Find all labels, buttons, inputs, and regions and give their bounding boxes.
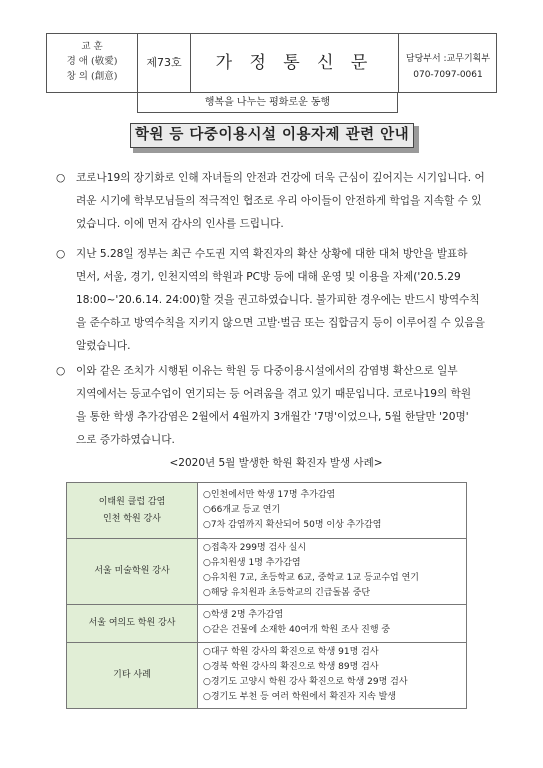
table-row: [67, 539, 467, 605]
case-item: ○경기도 고양시 학원 강사 확진으로 학생 29명 검사: [203, 677, 408, 687]
case-item: ○유치원 7교, 초등학교 6교, 중학교 1교 등교수업 연기: [203, 573, 419, 583]
cases-table: [66, 482, 467, 709]
paragraph-line: 었습니다. 이에 먼저 감사의 인사를 드립니다.: [76, 218, 284, 230]
case-item: ○같은 건물에 소재한 40여개 학원 조사 진행 중: [203, 625, 391, 635]
case-item: ○인천에서만 학생 17명 추가감염: [203, 489, 336, 500]
slogan: 행복을 나누는 평화로운 동행: [137, 93, 398, 113]
case-label-line: 이태원 클럽 감염: [98, 496, 166, 507]
case-details: [198, 483, 467, 539]
notice-title: 학원 등 다중이용시설 이용자제 관련 안내: [130, 123, 414, 148]
paragraph-line: 면서, 서울, 경기, 인천지역의 학원과 PC방 등에 대해 운영 및 이용을 자제('20.5.29: [76, 271, 461, 283]
issue-number: 제73호: [138, 34, 191, 92]
case-label-line: 기타 사례: [113, 670, 151, 680]
case-label-line: 서울 미술학원 강사: [94, 566, 170, 576]
paragraph-line: 지난 5.28일 정부는 최근 수도권 지역 확진자의 확산 상황에 대한 대처 방안을 발표하: [76, 248, 468, 260]
contact-info: [399, 34, 497, 92]
case-label: [67, 605, 198, 643]
case-item: ○경기도 부천 등 여러 학원에서 확진자 지속 발생: [203, 692, 397, 702]
case-item: ○학생 2명 추가감염: [203, 610, 284, 620]
case-label: [67, 643, 198, 709]
paragraph-2: [56, 243, 496, 358]
case-item: ○대구 학원 강사의 확진으로 학생 91명 검사: [203, 647, 379, 657]
paragraph-line: 이와 같은 조치가 시행된 이유는 학원 등 다중이용시설에서의 감염병 확산으로 일부: [76, 365, 458, 377]
table-row: [67, 483, 467, 539]
motto-line: 경 애 (敬愛): [66, 56, 118, 67]
paragraph-line: 려운 시기에 학부모님들의 적극적인 협조로 우리 아이들이 안전하게 학업을 지속할 수 있: [76, 195, 482, 207]
motto-line: 교 훈: [81, 41, 103, 52]
paragraph-line: 코로나19의 장기화로 인해 자녀들의 안전과 건강에 더욱 근심이 깊어지는 시기입니다. 어: [76, 172, 485, 184]
case-label-line: 서울 여의도 학원 강사: [88, 618, 176, 628]
case-label: [67, 539, 198, 605]
case-details: [198, 539, 467, 605]
bullet-icon: ○: [56, 248, 66, 260]
bullet-icon: ○: [56, 172, 66, 184]
paragraph-line: 을 통한 학생 추가감염은 2월에서 4월까지 3개월간 '7명'이었으나, 5월 한달만 '20명': [76, 411, 469, 423]
paragraph-line: 18:00~'20.6.14. 24:00)할 것을 권고하였습니다. 불가피한 경우에는 반드시 방역수칙: [76, 294, 480, 306]
newsletter-title: 가 정 통 신 문: [191, 34, 399, 92]
case-details: [198, 605, 467, 643]
paragraph-line: 알렸습니다.: [76, 340, 131, 352]
phone-number: 070-7097-0061: [413, 70, 483, 80]
school-motto: [47, 34, 138, 92]
paragraph-1: [56, 167, 496, 236]
motto-line: 창 의 (創意): [66, 71, 118, 82]
table-row: [67, 643, 467, 709]
letter-header: [46, 33, 497, 113]
department: 담당부서 :교무기획부: [405, 54, 491, 64]
case-label: [67, 483, 198, 539]
case-label-line: 인천 학원 강사: [103, 513, 161, 524]
case-details: [198, 643, 467, 709]
header-table: [46, 33, 497, 93]
paragraph-line: 을 준수하고 방역수칙을 지키지 않으면 고발·벌금 또는 집합금지 등이 이루어질 수 있음을: [76, 317, 485, 329]
table-row: [67, 605, 467, 643]
case-item: ○접촉자 299명 검사 실시: [203, 543, 307, 553]
paragraph-3: [56, 360, 496, 452]
case-item: ○경북 학원 강사의 확진으로 학생 89명 검사: [203, 662, 379, 672]
case-item: ○유치원생 1명 추가감염: [203, 558, 301, 568]
case-item: ○해당 유치원과 초등학교의 긴급돌봄 중단: [203, 588, 371, 598]
paragraph-line: 지역에서는 등교수업이 연기되는 등 어려움을 겪고 있기 때문입니다. 코로나19의 학원: [76, 388, 472, 400]
bullet-icon: ○: [56, 365, 66, 377]
table-caption: <2020년 5월 발생한 학원 확진자 발생 사례>: [169, 457, 383, 469]
case-item: ○7차 감염까지 확산되어 50명 이상 추가감염: [203, 519, 382, 530]
paragraph-line: 으로 증가하였습니다.: [76, 434, 175, 446]
case-item: ○66개교 등교 연기: [203, 504, 281, 515]
